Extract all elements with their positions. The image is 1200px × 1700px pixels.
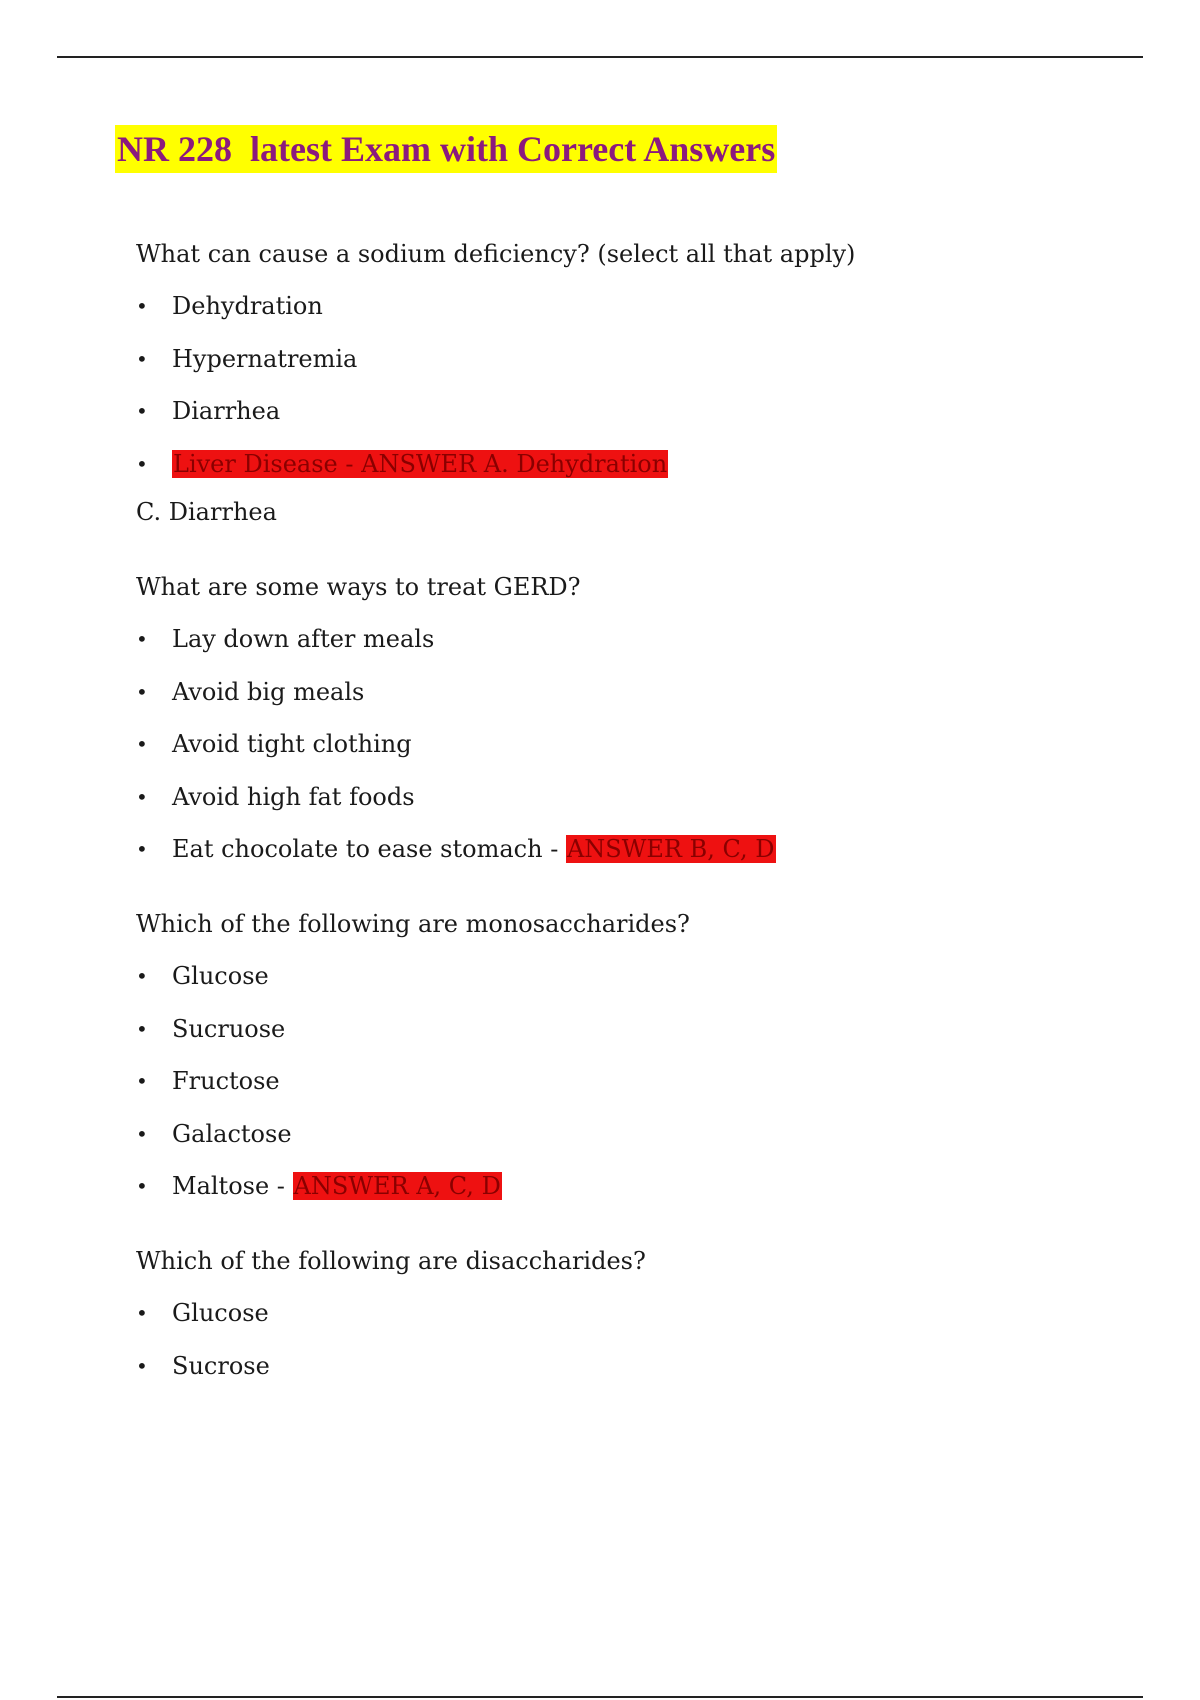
option-text: Eat chocolate to ease stomach - <box>172 835 566 863</box>
option-item <box>136 397 1136 425</box>
option-item <box>136 783 1136 811</box>
option-item <box>136 1299 1136 1327</box>
answer-highlight: Liver Disease - ANSWER A. Dehydration <box>173 449 668 478</box>
bullet-icon: • <box>136 784 148 809</box>
answer-highlight: ANSWER B, C, D <box>566 835 775 863</box>
page-bottom-rule <box>57 1696 1143 1698</box>
option-text: Avoid tight clothing <box>172 730 412 758</box>
option-item <box>136 1067 1136 1095</box>
option-text: Maltose - <box>172 1172 293 1200</box>
document-title: NR 228 latest Exam with Correct Answers <box>115 125 777 173</box>
bullet-icon: • <box>136 1174 148 1198</box>
option-text: Sucruose <box>172 1014 286 1043</box>
option-item <box>136 450 1136 478</box>
option-item <box>136 1120 1136 1148</box>
question-text: What are some ways to treat GERD? <box>136 573 581 601</box>
answer-continuation: C. Diarrhea <box>136 498 277 526</box>
question-block <box>136 910 1136 1200</box>
option-text: Hypernatremia <box>172 344 358 373</box>
bullet-icon: • <box>136 294 148 318</box>
bullet-icon: • <box>136 451 148 476</box>
bullet-icon: • <box>136 1301 148 1325</box>
option-item <box>136 1172 1136 1200</box>
option-text: Avoid big meals <box>172 677 365 706</box>
question-block <box>136 240 1136 526</box>
bullet-icon: • <box>136 964 148 988</box>
bullet-icon: • <box>136 1016 148 1041</box>
option-text: Glucose <box>172 1299 269 1327</box>
option-text: Lay down after meals <box>172 625 435 653</box>
option-text: Dehydration <box>172 292 323 320</box>
option-text: Diarrhea <box>172 397 281 425</box>
option-item <box>136 1015 1136 1043</box>
option-list <box>136 1299 1136 1380</box>
question-block <box>136 573 1136 863</box>
option-text: Galactose <box>172 1119 292 1148</box>
bullet-icon: • <box>136 1121 148 1146</box>
exam-content <box>136 240 1136 1404</box>
option-item <box>136 1352 1136 1380</box>
option-text: Glucose <box>172 962 269 990</box>
question-text: What can cause a sodium deficiency? (select all that apply) <box>136 240 856 268</box>
bullet-icon: • <box>136 627 148 651</box>
option-item <box>136 835 1136 863</box>
page-top-rule <box>57 56 1143 58</box>
question-text: Which of the following are disaccharides? <box>136 1247 646 1275</box>
option-item <box>136 678 1136 706</box>
bullet-icon: • <box>136 1353 148 1378</box>
bullet-icon: • <box>136 837 148 861</box>
option-text: Sucrose <box>172 1351 270 1380</box>
option-list <box>136 962 1136 1200</box>
answer-highlight: ANSWER A, C, D <box>293 1172 501 1200</box>
option-item <box>136 962 1136 990</box>
option-text: Fructose <box>172 1067 280 1095</box>
option-item <box>136 345 1136 373</box>
option-list <box>136 292 1136 478</box>
question-block <box>136 1247 1136 1380</box>
bullet-icon: • <box>136 1069 148 1093</box>
bullet-icon: • <box>136 346 148 371</box>
option-item <box>136 292 1136 320</box>
option-item <box>136 625 1136 653</box>
bullet-icon: • <box>136 732 148 756</box>
option-list <box>136 625 1136 863</box>
question-text: Which of the following are monosaccharides? <box>136 910 690 938</box>
bullet-icon: • <box>136 399 148 423</box>
option-text: Avoid high fat foods <box>172 782 415 811</box>
bullet-icon: • <box>136 679 148 704</box>
option-item <box>136 730 1136 758</box>
